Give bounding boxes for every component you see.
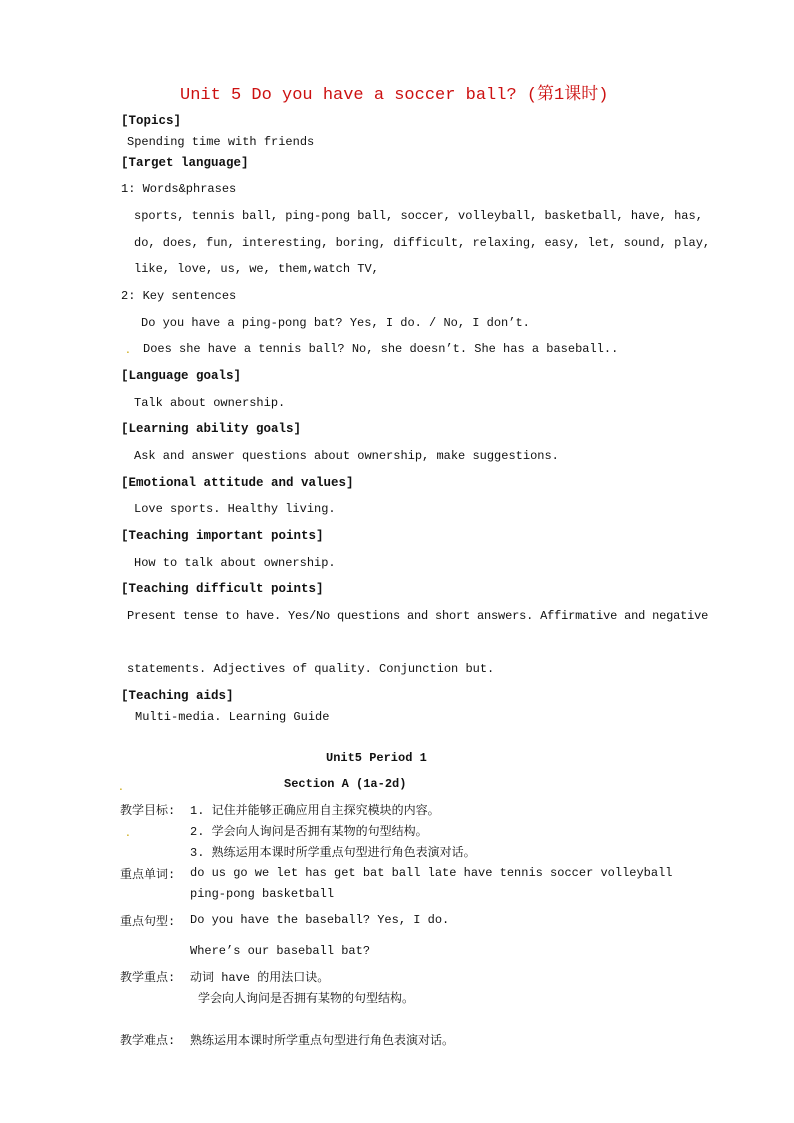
key-points-label: 教学重点: <box>120 971 176 985</box>
key-sentence-cn-2: Where’s our baseball bat? <box>190 944 371 958</box>
difficulties-label: 教学难点: <box>120 1034 176 1048</box>
teaching-aids-heading: [Teaching aids] <box>121 689 234 703</box>
document-title: Unit 5 Do you have a soccer ball? (第1课时) <box>180 86 609 105</box>
topics-heading: [Topics] <box>121 114 182 128</box>
language-goals-text: Talk about ownership. <box>134 396 286 410</box>
important-points-heading: [Teaching important points] <box>121 529 324 543</box>
difficulties-line-1: 熟练运用本课时所学重点句型进行角色表演对话。 <box>190 1034 455 1048</box>
marker-dot: . <box>119 779 123 793</box>
key-sentences-cn-label: 重点句型: <box>120 915 176 929</box>
marker-dot: . <box>126 342 130 356</box>
key-words-label: 重点单词: <box>120 868 176 882</box>
difficult-points-heading: [Teaching difficult points] <box>121 582 324 596</box>
key-sentence-1: Do you have a ping-pong bat? Yes, I do. / No, I don’t. <box>141 316 530 330</box>
words-line-2: do, does, fun, interesting, boring, difficult, relaxing, easy, let, sound, play, <box>134 236 711 250</box>
language-goals-heading: [Language goals] <box>121 369 242 383</box>
difficult-points-line-2: statements. Adjectives of quality. Conjunction but. <box>127 662 495 676</box>
key-words-line-1: do us go we let has get bat ball late have tennis soccer volleyball <box>190 866 673 880</box>
objective-2: 2. 学会向人询问是否拥有某物的句型结构。 <box>190 825 428 839</box>
words-line-3: like, love, us, we, them,watch TV, <box>134 262 379 276</box>
learning-ability-goals-text: Ask and answer questions about ownership, make suggestions. <box>134 449 559 463</box>
emotional-heading: [Emotional attitude and values] <box>121 476 354 490</box>
important-points-text: How to talk about ownership. <box>134 556 336 570</box>
key-sentence-cn-1: Do you have the baseball? Yes, I do. <box>190 913 450 927</box>
objective-1: 1. 记住并能够正确应用自主探究模块的内容。 <box>190 804 440 818</box>
section-title: Section A (1a-2d) <box>284 777 407 791</box>
key-sentences-label: 2: Key sentences <box>121 289 237 303</box>
key-points-line-1: 动词 have 的用法口诀。 <box>190 971 330 985</box>
period-title: Unit5 Period 1 <box>326 751 427 765</box>
words-label: 1: Words&phrases <box>121 182 237 196</box>
objective-3: 3. 熟练运用本课时所学重点句型进行角色表演对话。 <box>190 846 476 860</box>
marker-dot: . <box>126 825 130 839</box>
topics-text: Spending time with friends <box>127 135 315 149</box>
words-line-1: sports, tennis ball, ping-pong ball, soccer, volleyball, basketball, have, has, <box>134 209 703 223</box>
key-words-line-2: ping-pong basketball <box>190 887 335 901</box>
target-language-heading: [Target language] <box>121 156 249 170</box>
teaching-aids-text: Multi-media. Learning Guide <box>135 710 330 724</box>
key-points-line-2: 学会向人询问是否拥有某物的句型结构。 <box>198 992 415 1006</box>
objectives-label: 教学目标: <box>120 804 176 818</box>
emotional-text: Love sports. Healthy living. <box>134 502 336 516</box>
difficult-points-line-1: Present tense to have. Yes/No questions and short answers. Affirmative and negative <box>127 609 709 623</box>
key-sentence-2: Does she have a tennis ball? No, she doesn’t. She has a baseball.. <box>143 342 619 356</box>
learning-ability-goals-heading: [Learning ability goals] <box>121 422 302 436</box>
